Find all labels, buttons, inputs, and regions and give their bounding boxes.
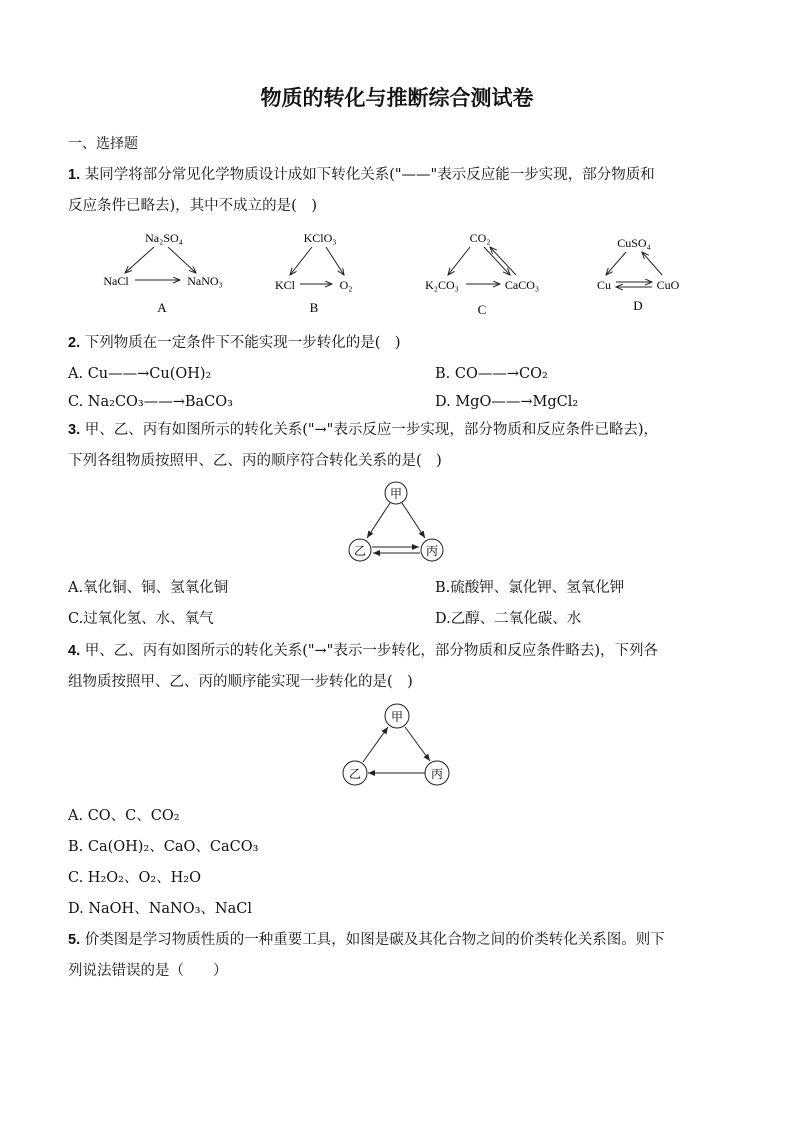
section-heading: 一、选择题 <box>68 136 138 152</box>
q1-c-label: C <box>477 302 487 317</box>
q3-stem-line1 <box>68 420 658 440</box>
q3-node-right: 丙 <box>425 544 439 558</box>
q1-diagram-d <box>597 236 680 313</box>
page-title: 物质的转化与推断综合测试卷 <box>260 86 534 110</box>
q2-text: 下列物质在一定条件下不能实现一步转化的是( ) <box>84 335 401 351</box>
q4-node-top: 甲 <box>390 710 404 724</box>
q3-text1: 甲、乙、丙有如图所示的转化关系("→"表示反应一步实现，部分物质和反应条件已略去)， <box>84 422 659 438</box>
q1-stem-line2: 反应条件已略去)，其中不成立的是( ) <box>68 198 317 214</box>
q1-a-top: Na₂SO₄ <box>145 231 183 245</box>
q3-stem-line2: 下列各组物质按照甲、乙、丙的顺序符合转化关系的是( ) <box>68 453 442 469</box>
q4-diagram <box>330 700 460 790</box>
q5-stem-line2: 列说法错误的是（ ） <box>68 963 228 979</box>
q1-c-top: CO₂ <box>469 231 491 245</box>
q1-stem-line1 <box>68 165 655 185</box>
q4-number: 4. <box>68 643 81 659</box>
q1-b-left: KCl <box>274 278 296 292</box>
q1-d-left: Cu <box>596 278 612 292</box>
q3-node-left: 乙 <box>353 544 367 558</box>
q4-node-left: 乙 <box>348 767 362 781</box>
q1-a-left: NaCl <box>103 274 129 288</box>
q3-diagram <box>340 478 460 568</box>
q1-d-right: CuO <box>656 278 680 292</box>
q2-option-a: A. Cu——→Cu(OH)₂ <box>68 366 212 382</box>
q2-option-d: D. MgO——→MgCl₂ <box>435 394 579 410</box>
q1-d-label: D <box>633 298 643 313</box>
q2-option-b: B. CO——→CO₂ <box>435 366 548 382</box>
q4-stem-line1 <box>68 641 658 661</box>
q4-option-c: C. H₂O₂、O₂、H₂O <box>68 870 201 886</box>
q5-stem-line1 <box>68 930 665 950</box>
q2-stem <box>68 333 401 353</box>
q1-a-label: A <box>157 300 167 315</box>
q1-c-left: K₂CO₃ <box>425 278 459 292</box>
q1-diagram-b <box>275 231 352 315</box>
q3-option-d: D.乙醇、二氧化碳、水 <box>435 611 582 627</box>
q3-option-b: B.硫酸钾、氯化钾、氢氧化钾 <box>435 580 625 596</box>
q1-c-right: CaCO₃ <box>504 278 540 292</box>
q5-number: 5. <box>68 932 81 948</box>
q4-node-right: 丙 <box>430 767 444 781</box>
q3-node-top: 甲 <box>389 487 403 501</box>
q4-option-b: B. Ca(OH)₂、CaO、CaCO₃ <box>68 839 259 855</box>
q3-option-c: C.过氧化氢、水、氧气 <box>68 611 214 627</box>
q4-stem-line2: 组物质按照甲、乙、丙的顺序能实现一步转化的是( ) <box>68 674 413 690</box>
q3-option-a: A.氧化铜、铜、氢氧化铜 <box>68 580 229 596</box>
q1-b-right: O₂ <box>339 278 353 292</box>
q4-option-d: D. NaOH、NaNO₃、NaCl <box>68 901 252 917</box>
q5-text1: 价类图是学习物质性质的一种重要工具，如图是碳及其化合物之间的价类转化关系图。则下 <box>84 932 665 948</box>
q2-option-c: C. Na₂CO₃——→BaCO₃ <box>68 394 233 410</box>
q1-diagrams <box>0 225 794 325</box>
q1-number: 1. <box>68 167 81 183</box>
q4-text1: 甲、乙、丙有如图所示的转化关系("→"表示一步转化，部分物质和反应条件略去)，下列各 <box>84 643 659 659</box>
q1-b-label: B <box>309 300 319 315</box>
q1-d-top: CuSO₄ <box>617 236 651 250</box>
q3-number: 3. <box>68 422 81 438</box>
q4-option-a: A. CO、C、CO₂ <box>68 808 180 824</box>
q1-diagram-a <box>103 231 222 315</box>
q1-a-right: NaNO₃ <box>187 274 223 288</box>
q2-number: 2. <box>68 335 81 351</box>
q1-diagram-c <box>425 231 539 317</box>
q1-text1: 某同学将部分常见化学物质设计成如下转化关系("——"表示反应能一步实现，部分物质和 <box>84 167 655 183</box>
q1-b-top: KClO₃ <box>303 231 337 245</box>
